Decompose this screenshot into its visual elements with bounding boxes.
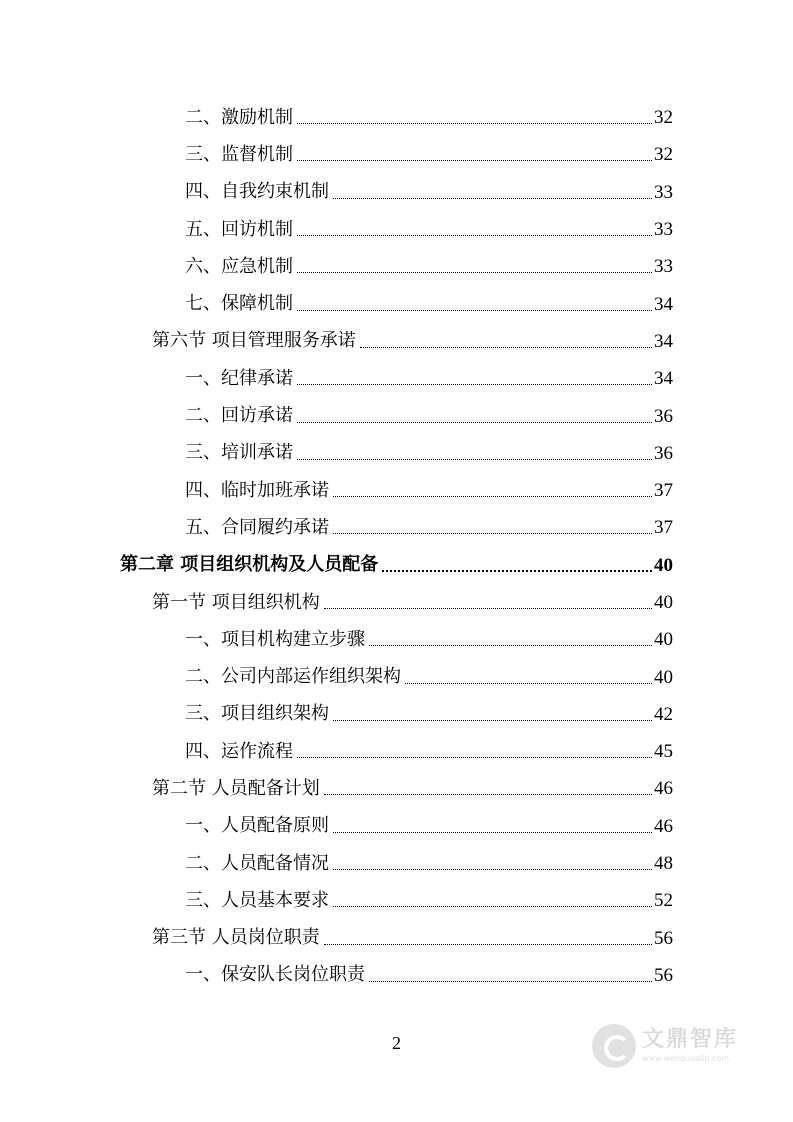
toc-entry-label: 一、纪律承诺 [185,367,293,389]
toc-entry-label: 第三节 人员岗位职责 [152,927,320,949]
toc-entry-label: 四、运作流程 [185,740,293,762]
toc-dot-leader [369,645,652,646]
toc-entry-item[interactable] [0,397,793,434]
toc-dot-leader [405,683,652,684]
toc-entry-page: 52 [654,890,673,912]
toc-entry-page: 34 [654,368,673,390]
toc-entry-page: 37 [654,480,673,502]
toc-entry-page: 34 [654,293,673,315]
toc-entry-item[interactable] [0,808,793,845]
toc-entry-page: 33 [654,256,673,278]
toc-entry-page: 36 [654,442,673,464]
toc-entry-label: 五、回访机制 [185,218,293,240]
toc-entry-item[interactable] [0,174,793,211]
toc-entry-label: 七、保障机制 [185,293,293,315]
watermark [592,1020,772,1072]
toc-entry-page: 32 [654,144,673,166]
toc-entry-page: 40 [654,592,673,613]
toc-dot-leader [333,720,652,721]
toc-dot-leader [333,496,652,497]
toc-dot-leader [297,272,652,273]
toc-entry-page: 42 [654,703,673,725]
toc-entry-page: 33 [654,181,673,203]
toc-entry-item[interactable] [0,285,793,322]
toc-entry-label: 第一节 项目组织机构 [152,591,320,613]
toc-entry-label: 二、激励机制 [185,106,293,128]
toc-dot-leader [333,906,652,907]
toc-entry-item[interactable] [0,435,793,472]
toc-entry-label: 一、保安队长岗位职责 [185,964,365,986]
toc-entry-item[interactable] [0,658,793,695]
toc-dot-leader [297,757,652,758]
toc-dot-leader [324,608,652,609]
toc-entry-page: 46 [654,815,673,837]
toc-entry-label: 二、公司内部运作组织架构 [185,666,401,688]
toc-entry-item[interactable] [0,845,793,882]
toc-entry-section[interactable] [0,770,793,807]
toc-dot-leader [297,384,652,385]
toc-entry-page: 40 [654,666,673,688]
toc-entry-label: 五、合同履约承诺 [185,516,329,538]
toc-entry-item[interactable] [0,136,793,173]
toc-entry-label: 第六节 项目管理服务承诺 [152,330,356,352]
toc-entry-label: 三、人员基本要求 [185,889,329,911]
toc-entry-page: 46 [654,778,673,800]
toc-entry-label: 第二节 人员配备计划 [152,777,320,799]
toc-entry-label: 一、项目机构建立步骤 [185,628,365,650]
toc-entry-page: 32 [654,107,673,129]
toc-dot-leader [297,459,652,460]
toc-entry-label: 一、人员配备原则 [185,815,329,837]
toc-entry-item[interactable] [0,957,793,994]
toc-entry-item[interactable] [0,360,793,397]
watermark-url: www.wenduoalib.com [642,1054,730,1063]
toc-entry-page: 40 [654,629,673,651]
toc-entry-page: 33 [654,219,673,241]
table-of-contents [0,99,793,994]
toc-dot-leader [333,832,652,833]
toc-entry-label: 六、应急机制 [185,255,293,277]
toc-dot-leader [297,235,652,236]
watermark-brand: 文鼎智库 [642,1027,739,1052]
toc-entry-label: 四、临时加班承诺 [185,479,329,501]
toc-entry-page: 56 [654,927,673,949]
toc-dot-leader [297,123,652,124]
watermark-logo-icon [592,1024,636,1068]
toc-entry-item[interactable] [0,472,793,509]
toc-dot-leader [333,198,652,199]
toc-entry-label: 二、人员配备情况 [185,852,329,874]
toc-entry-label: 第二章 项目组织机构及人员配备 [120,554,379,576]
toc-dot-leader [324,944,652,945]
toc-dot-leader [382,570,652,572]
page-number: 2 [392,1033,401,1053]
toc-dot-leader [297,422,652,423]
toc-entry-label: 三、监督机制 [185,143,293,165]
toc-entry-item[interactable] [0,211,793,248]
toc-entry-label: 二、回访承诺 [185,405,293,427]
toc-entry-label: 四、自我约束机制 [185,181,329,203]
toc-entry-page: 45 [654,741,673,763]
toc-dot-leader [369,981,652,982]
toc-entry-page: 40 [654,554,673,576]
toc-dot-leader [360,347,652,348]
toc-dot-leader [333,869,652,870]
toc-entry-item[interactable] [0,621,793,658]
toc-entry-label: 三、培训承诺 [185,442,293,464]
toc-entry-page: 48 [654,853,673,875]
toc-entry-item[interactable] [0,696,793,733]
toc-entry-section[interactable] [0,584,793,621]
toc-entry-section[interactable] [0,920,793,957]
toc-entry-page: 36 [654,405,673,427]
toc-entry-label: 三、项目组织架构 [185,703,329,725]
toc-entry-page: 37 [654,517,673,539]
toc-dot-leader [324,794,652,795]
toc-entry-page: 34 [654,330,673,352]
toc-entry-item[interactable] [0,882,793,919]
toc-entry-item[interactable] [0,248,793,285]
toc-entry-item[interactable] [0,99,793,136]
toc-entry-chapter[interactable] [0,547,793,584]
toc-dot-leader [297,310,652,311]
toc-dot-leader [333,533,652,534]
toc-entry-item[interactable] [0,733,793,770]
toc-dot-leader [297,160,652,161]
toc-entry-page: 56 [654,964,673,986]
toc-entry-item[interactable] [0,509,793,546]
toc-entry-section[interactable] [0,323,793,360]
